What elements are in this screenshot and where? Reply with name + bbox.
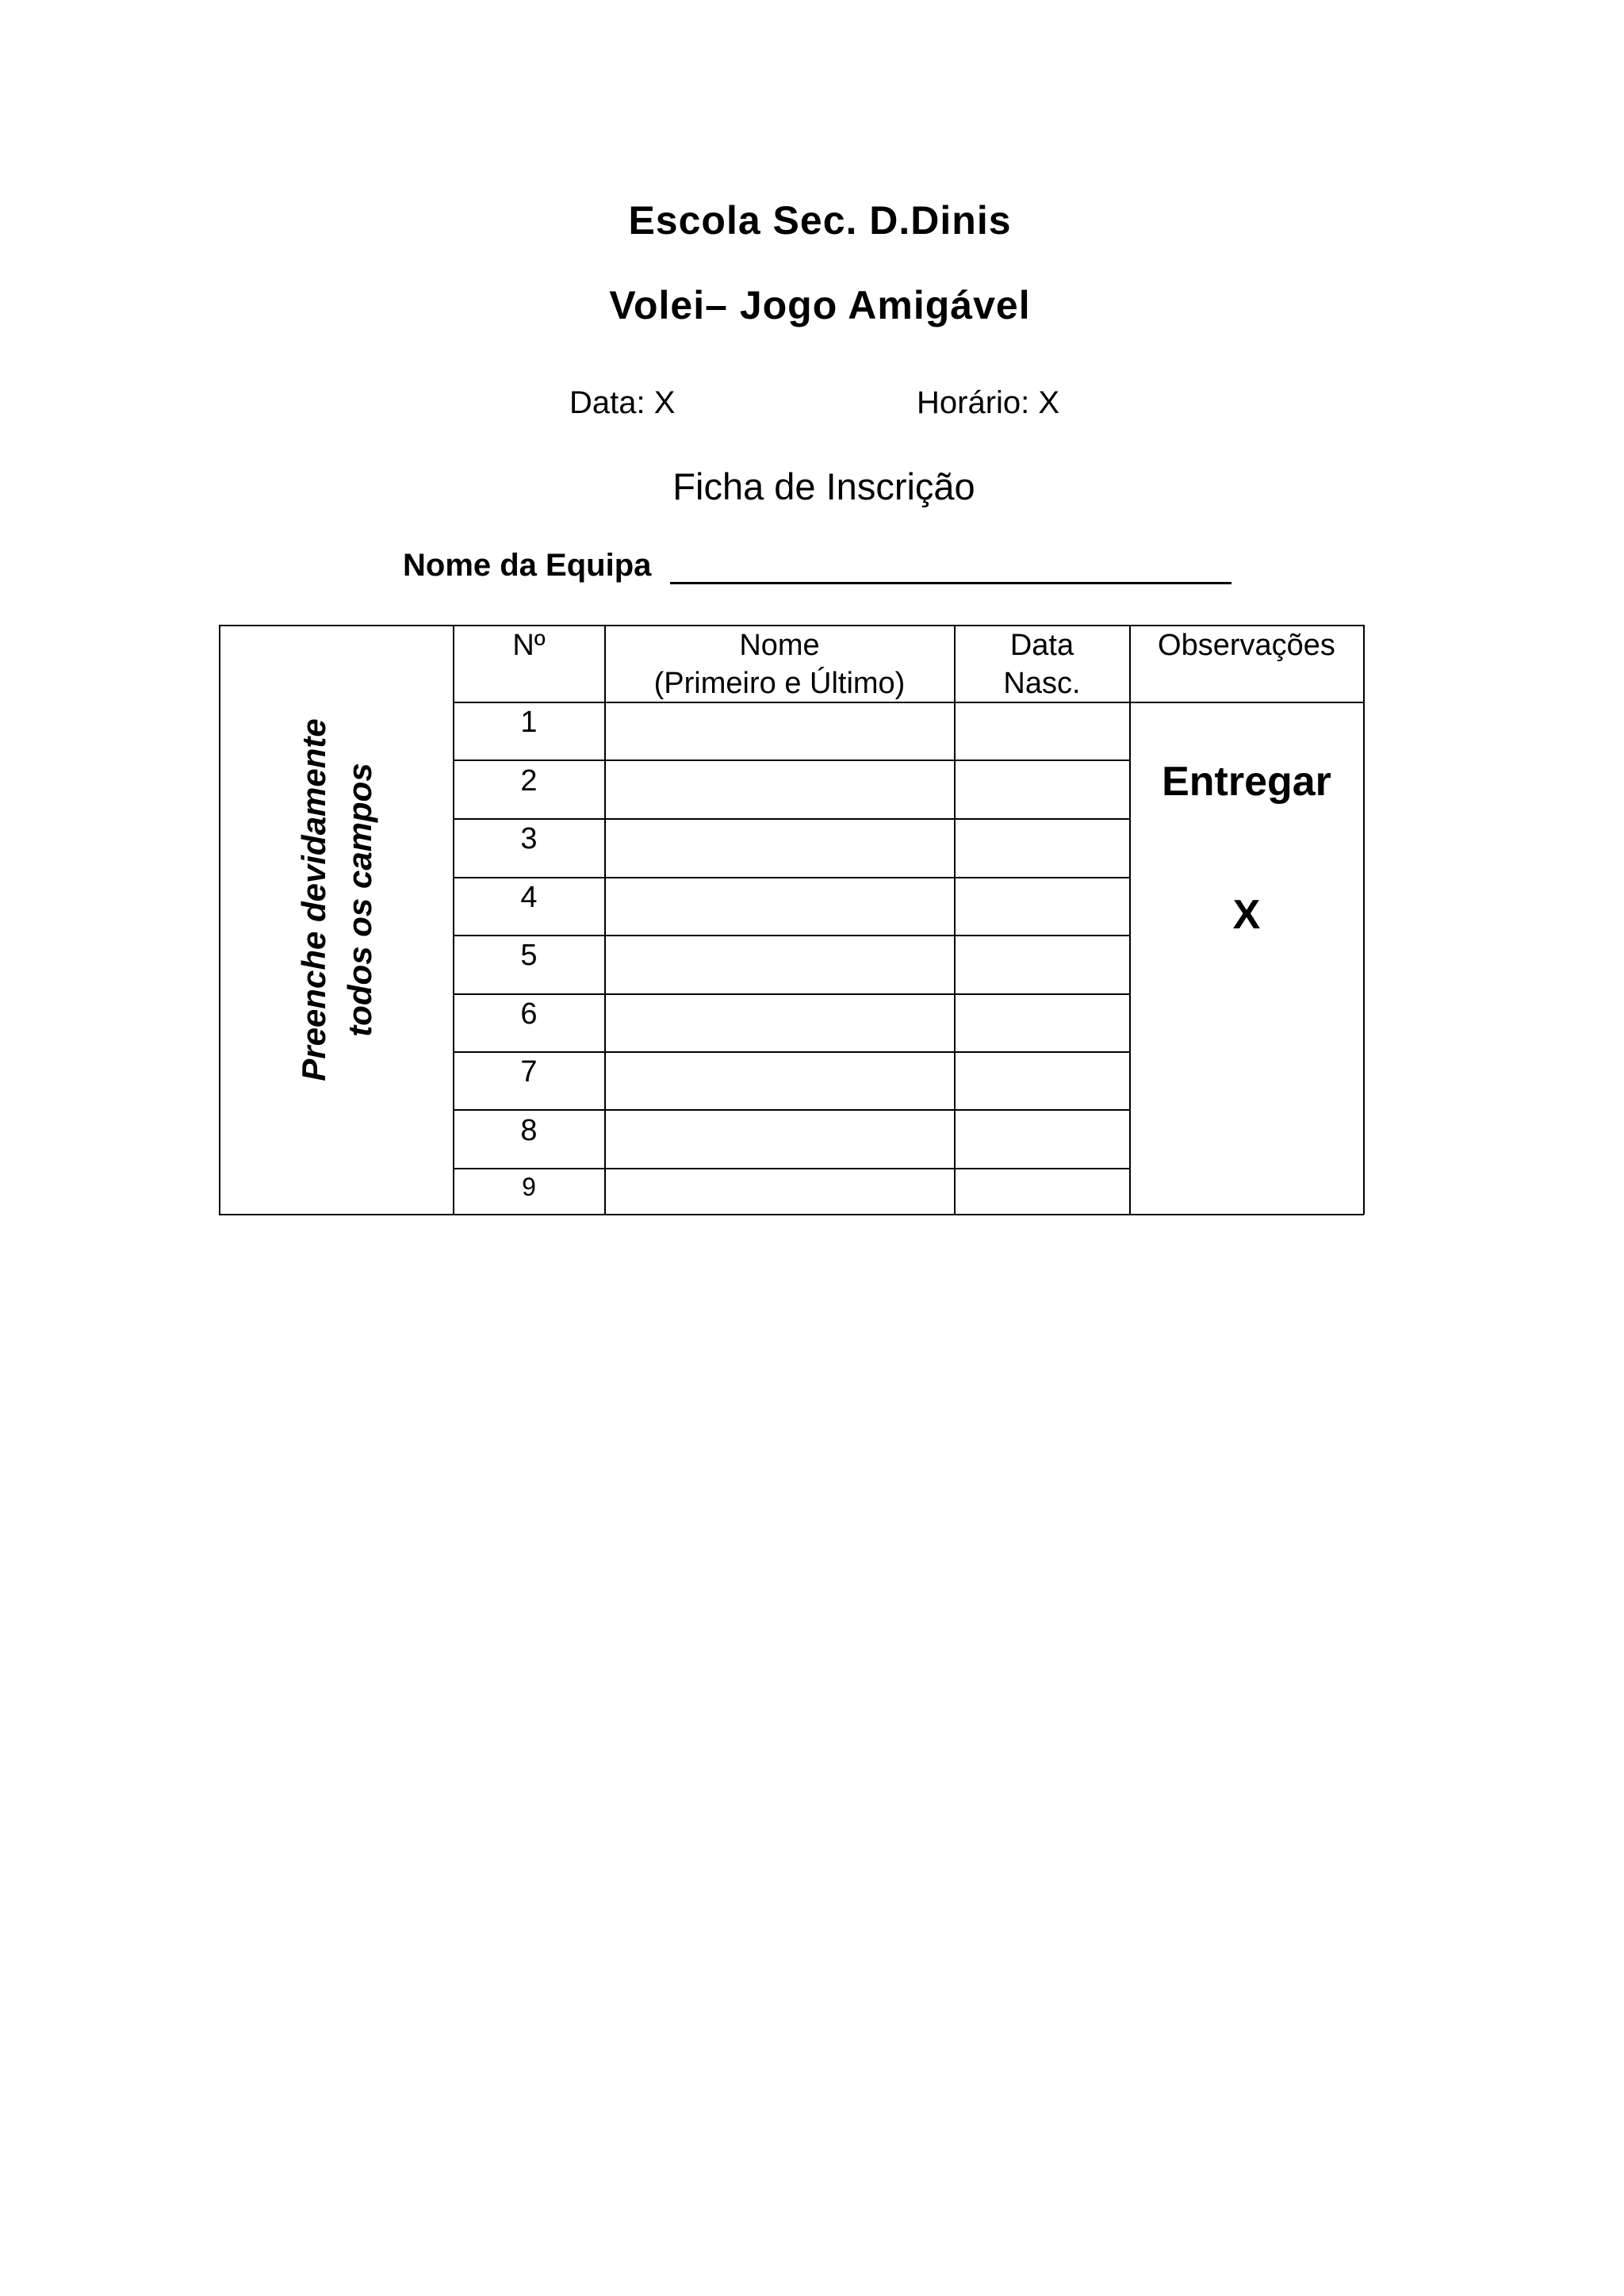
- row-number-6: 6: [520, 997, 538, 1031]
- observations-value: X: [1232, 892, 1261, 938]
- side-instruction-line1: Preenche devidamente: [295, 718, 332, 1081]
- row-divider: [453, 1051, 1130, 1053]
- column-divider: [954, 625, 956, 1215]
- column-divider: [604, 625, 606, 1215]
- observations-label: Entregar: [1162, 759, 1331, 805]
- row-number-1: 1: [520, 706, 538, 739]
- row-number-5: 5: [520, 939, 538, 972]
- row-divider: [453, 1168, 1130, 1169]
- column-header-birth-date: [955, 626, 1129, 702]
- row-number-3: 3: [520, 822, 538, 855]
- row-number-4: 4: [520, 881, 538, 914]
- row-divider: [453, 993, 1130, 995]
- table-border-bottom: [219, 1214, 1364, 1215]
- event-title: Volei– Jogo Amigável: [609, 283, 1031, 327]
- row-divider: [453, 818, 1130, 820]
- row-number-2: 2: [520, 764, 538, 798]
- row-number-8: 8: [520, 1114, 538, 1147]
- row-number-7: 7: [520, 1055, 538, 1089]
- column-header-name-line2: (Primeiro e Último): [653, 667, 906, 700]
- row-divider: [453, 877, 1130, 878]
- row-number-9: 9: [522, 1173, 536, 1201]
- team-name-label: Nome da Equipa: [403, 548, 652, 583]
- row-divider: [453, 935, 1130, 936]
- column-header-name-line1: Nome: [739, 629, 820, 662]
- column-header-name: [605, 626, 954, 702]
- team-name-field[interactable]: [670, 582, 1231, 584]
- row-divider: [453, 760, 1130, 761]
- row-divider: [453, 1109, 1130, 1111]
- column-header-number: Nº: [512, 629, 546, 662]
- date-label: Data: X: [569, 385, 676, 420]
- form-title: Ficha de Inscrição: [672, 465, 975, 507]
- side-instruction: [291, 678, 383, 1122]
- column-header-birth-line1: Data: [1009, 629, 1074, 662]
- school-title: Escola Sec. D.Dinis: [628, 198, 1012, 243]
- column-header-birth-line2: Nasc.: [1003, 667, 1081, 700]
- side-instruction-line2: todos os campos: [341, 763, 378, 1037]
- column-header-observations: Observações: [1158, 629, 1335, 662]
- table-border-left: [219, 625, 220, 1215]
- time-label: Horário: X: [917, 385, 1060, 420]
